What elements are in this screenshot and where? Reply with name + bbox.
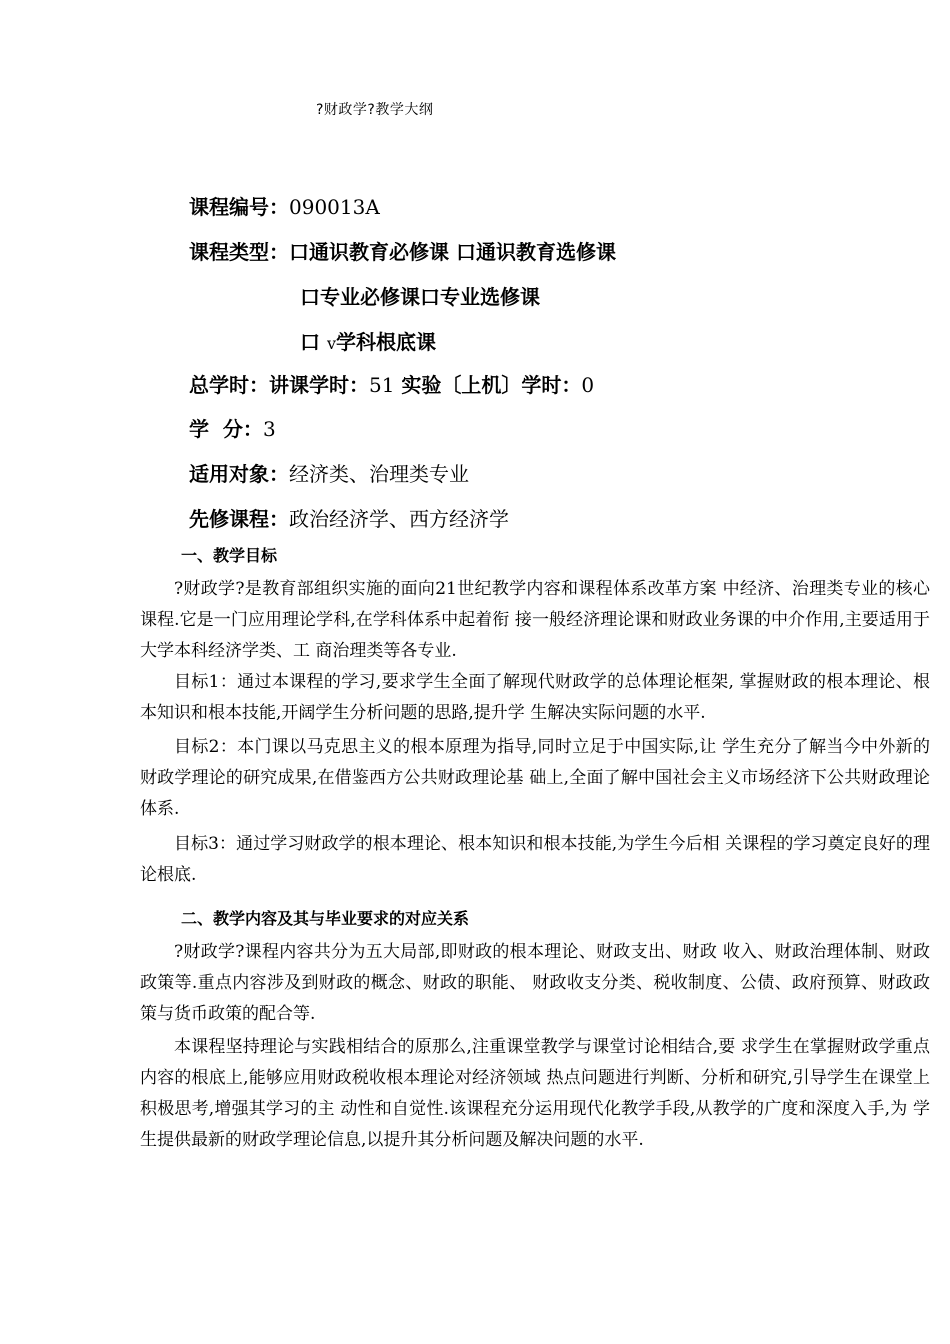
credit-label: 学 分： <box>189 417 263 441</box>
paragraph: 目标3：通过学习财政学的根本理论、根本知识和根本技能,为学生今后相 关课程的学习奠定良好的理论根底. <box>140 834 930 885</box>
credit-row <box>189 413 276 442</box>
course-code-value: 090013A <box>289 195 380 219</box>
hours-row <box>189 369 594 398</box>
paragraph: ?财政学?是教育部组织实施的面向21世纪教学内容和课程体系改革方案 中经济、治理类专业的核心课程.它是一门应用理论学科,在学科体系中起着衔 接一般经济理论课和财政业务课的中介作用,主要适用于大学本科经济学类、工 商治理类等各专业. <box>140 579 930 661</box>
audience-label: 适用对象： <box>189 462 289 486</box>
checkmark: v <box>326 334 337 353</box>
lab-hours-label: 实验〔上机〕学时： <box>394 373 582 397</box>
course-code-label: 课程编号： <box>189 195 289 219</box>
prerequisite-value: 政治经济学、西方经济学 <box>289 507 509 531</box>
lecture-hours-value: 51 <box>369 373 395 397</box>
paragraph: 目标2：本门课以马克思主义的根本原理为指导,同时立足于中国实际,让 学生充分了解当今中外新的财政学理论的研究成果,在借鉴西方公共财政理论基 础上,全面了解中国社会主义市场经济下公共财政理论体系. <box>140 737 930 819</box>
paragraph: 目标1：通过本课程的学习,要求学生全面了解现代财政学的总体理论框架, 掌握财政的根本理论、根本知识和根本技能,开阔学生分析问题的思路,提升学 生解决实际问题的水平. <box>140 672 930 723</box>
credit-value: 3 <box>262 417 276 441</box>
course-type-row-2 <box>300 281 540 310</box>
course-type-options-2: 口专业必修课口专业选修课 <box>300 285 540 309</box>
course-code-row <box>189 191 380 220</box>
paragraph: 本课程坚持理论与实践相结合的原那么,注重课堂教学与课堂讨论相结合,要 求学生在掌握财政学重点内容的根底上,能够应用财政税收根本理论对经济领域 热点问题进行判断、分析和研究,引导学生在课堂上积极思考,增强其学习的主 动性和自觉性.该课程充分运用现代化教学手段,从教学的广度和深度入手,为 学生提供最新的财政学理论信息,以提升其分析问题及解决问题的水平. <box>140 1037 930 1150</box>
section-heading-content: 二、教学内容及其与毕业要求的对应关系 <box>181 909 470 928</box>
audience-value: 经济类、治理类专业 <box>289 462 469 486</box>
checkbox-box: 口 <box>300 330 327 354</box>
course-type-row <box>189 236 616 265</box>
document-title: ?财政学?教学大纲 <box>316 102 434 118</box>
prerequisite-label: 先修课程： <box>189 507 289 531</box>
lab-hours-value: 0 <box>581 373 595 397</box>
course-type-label: 课程类型： <box>189 240 289 264</box>
audience-row <box>189 458 469 487</box>
course-type-options-3: 学科根底课 <box>336 330 437 354</box>
hours-label: 总学时：讲课学时： <box>189 373 369 397</box>
prerequisite-row <box>189 503 509 532</box>
section-heading-objectives: 一、教学目标 <box>181 546 278 565</box>
course-type-row-3 <box>300 326 436 355</box>
paragraph: ?财政学?课程内容共分为五大局部,即财政的根本理论、财政支出、财政 收入、财政治理体制、财政政策等.重点内容涉及到财政的概念、财政的职能、 财政收支分类、税收制度、公债、政府预算、财政政策与货币政策的配合等. <box>140 942 930 1024</box>
course-type-options-1: 口通识教育必修课 口通识教育选修课 <box>289 240 616 264</box>
